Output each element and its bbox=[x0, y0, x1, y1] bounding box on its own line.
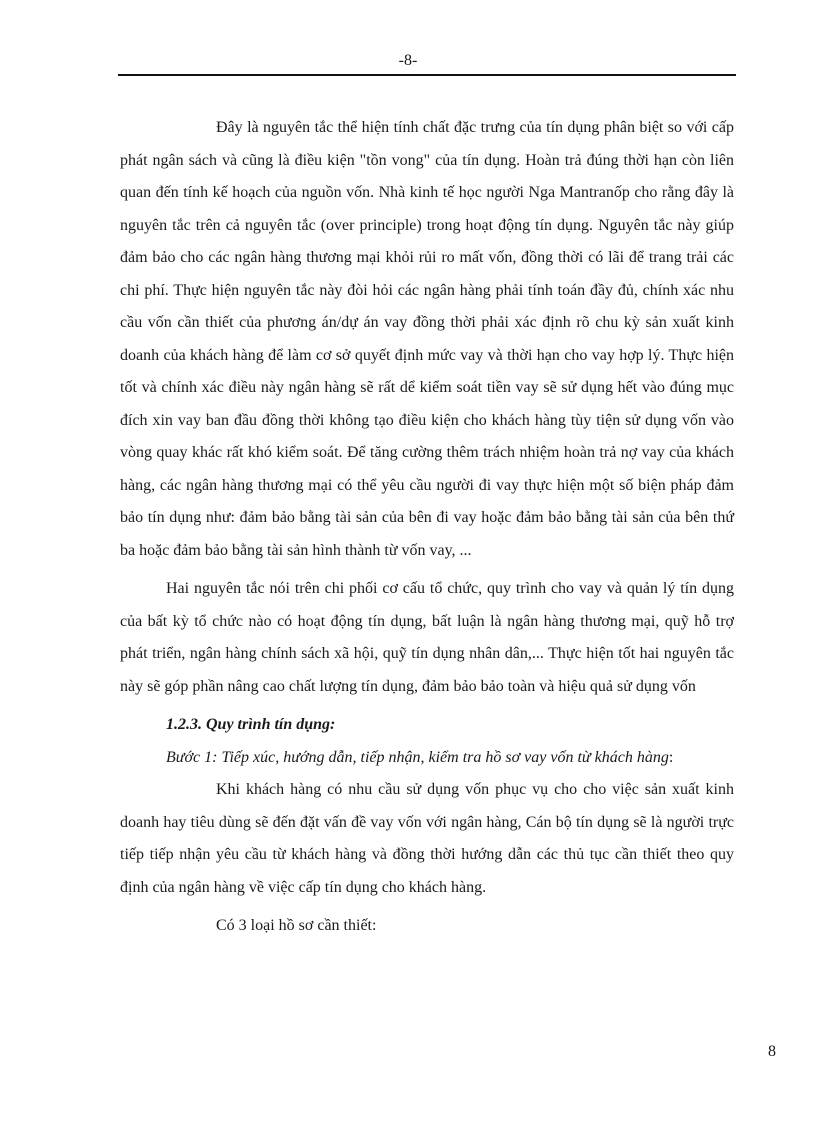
page-number: 8 bbox=[768, 1043, 776, 1060]
body-paragraph: Hai nguyên tắc nói trên chi phối cơ cấu tổ chức, quy trình cho vay và quản lý tín dụng của bất kỳ tổ chức nào có hoạt động tín dụng, bất luận là ngân hàng thương mại, quỹ hỗ trợ phát triển, ngân hàng chính sách xã hội, quỹ tín dụng nhân dân,... Thực hiện tốt hai nguyên tắc này sẽ góp phần nâng cao chất lượng tín dụng, đảm bảo bảo toàn và hiệu quả sử dụng vốn bbox=[120, 580, 734, 695]
step-heading-colon: : bbox=[668, 748, 674, 766]
step-heading bbox=[120, 742, 734, 775]
body-paragraph: Đây là nguyên tắc thể hiện tính chất đặc trưng của tín dụng phân biệt so với cấp phát ngân sách và cũng là điều kiện "tồn vong" của tín dụng. Hoàn trả đúng thời hạn còn liên quan đến tính kế hoạch của nguồn vốn. Nhà kinh tế học người Nga Mantranốp cho rằng đây là nguyên tắc trên cả nguyên tắc (over principle) trong hoạt động tín dụng. Nguyên tắc này giúp đảm bảo cho các ngân hàng thương mại khỏi rủi ro mất vốn, đồng thời có lãi để trang trải các chi phí. Thực hiện nguyên tắc này đòi hỏi các ngân hàng phải tính toán đầy đủ, chính xác nhu cầu vốn cần thiết của phương án/dự án vay đồng thời phải xác định rõ chu kỳ sản xuất kinh doanh của khách hàng để làm cơ sở quyết định mức vay và thời hạn cho vay hợp lý. Thực hiện tốt và chính xác điều này ngân hàng sẽ rất dể kiểm soát tiền vay sẽ sử dụng hết vào đúng mục đích xin vay ban đầu đồng thời không tạo điều kiện cho khách hàng tùy tiện sử dụng vốn vào vòng quay khác rất khó kiểm soát. Để tăng cường thêm trách nhiệm hoàn trả nợ vay của khách hàng, các ngân hàng thương mại có thể yêu cầu người đi vay thực hiện một số biện pháp đảm bảo tín dụng như: đảm bảo bằng tài sản của bên đi vay hoặc đảm bảo bằng tài sản của bên thứ ba hoặc đảm bảo bằng tài sản hình thành từ vốn vay, ... bbox=[120, 119, 734, 559]
body-paragraph: Khi khách hàng có nhu cầu sử dụng vốn phục vụ cho cho việc sản xuất kinh doanh hay tiêu dùng sẽ đến đặt vấn đề vay vốn với ngân hàng, Cán bộ tín dụng sẽ là người trực tiếp tiếp nhận yêu cầu từ khách hàng và đồng thời hướng dẫn các thủ tục cần thiết theo quy định của ngân hàng về việc cấp tín dụng cho khách hàng. bbox=[120, 781, 734, 896]
section-heading: 1.2.3. Quy trình tín dụng: bbox=[166, 716, 336, 733]
page-body bbox=[120, 112, 734, 943]
page-header-number: -8- bbox=[398, 52, 418, 69]
step-heading-text: Bước 1: Tiếp xúc, hướng dẫn, tiếp nhận, kiểm tra hồ sơ vay vốn từ khách hàng bbox=[166, 748, 669, 766]
body-paragraph: Có 3 loại hồ sơ cần thiết: bbox=[216, 917, 377, 934]
header-divider bbox=[118, 74, 736, 76]
